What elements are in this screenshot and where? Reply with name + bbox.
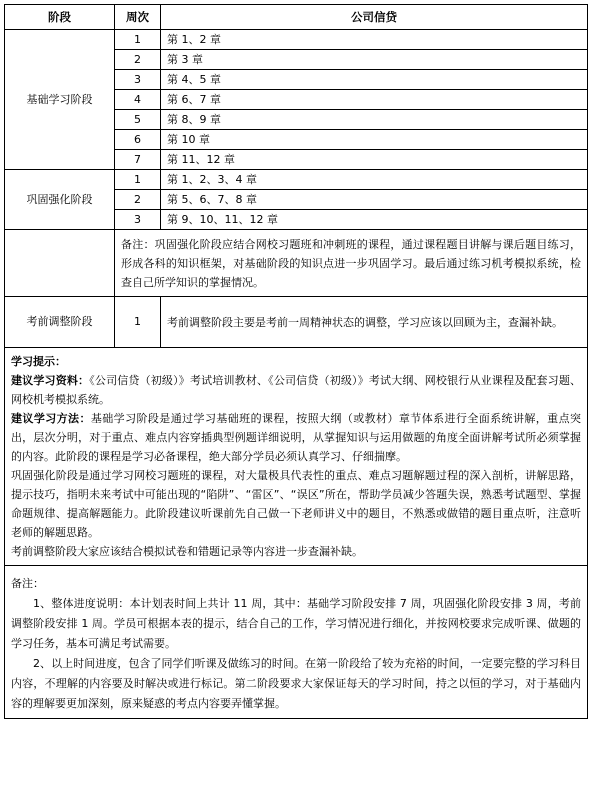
study-tips — [5, 348, 588, 566]
week-cell: 5 — [115, 110, 161, 130]
week-cell: 2 — [115, 190, 161, 210]
tips-para2: 巩固强化阶段是通过学习网校习题班的课程，对大量极具代表性的重点、难点习题解题过程的深入剖析，讲解思路，提示技巧，指明未来考试中可能出现的“陷阱”、“雷区”、“误区”所在，帮助学员减少答题失误，熟悉考试题型、掌握命题规律、提高解题能力。此阶段建议听课前先自己做一下老师讲义中的题目，不熟悉或做错的题目重点听，注意听老师的解题思路。 — [11, 469, 581, 539]
week-cell: 3 — [115, 70, 161, 90]
materials-label: 建议学习资料： — [11, 374, 90, 387]
remarks-title: 备注： — [11, 577, 44, 590]
stage-consolidate-name: 巩固强化阶段 — [5, 170, 115, 230]
stage2-note: 备注：巩固强化阶段应结合网校习题班和冲刺班的课程，通过课程题目讲解与课后题目练习，形成各科的知识框架，对基础阶段的知识点进一步巩固学习。最后通过练习机考模拟系统，检查自己所学知识的掌握情况。 — [115, 230, 588, 297]
study-plan-table — [4, 4, 588, 719]
table-row — [5, 30, 588, 50]
week-cell: 1 — [115, 170, 161, 190]
remarks-item2: 2、以上时间进度，包含了同学们听课及做练习的时间。在第一阶段给了较为充裕的时间，一定要完整的学习科目内容，不理解的内容要及时解决或进行标记。第二阶段要求大家保证每天的学习时间，持之以恒的学习，对于基础内容的理解要更加深刻，原来疑惑的考点内容要弄懂掌握。 — [11, 657, 581, 710]
materials-text: 《公司信贷（初级）》考试培训教材、《公司信贷（初级）》考试大纲、网校银行从业课程及配套习题、网校机考模拟系统。 — [11, 374, 582, 406]
week-cell: 3 — [115, 210, 161, 230]
chapters-cell: 第 6、7 章 — [161, 90, 588, 110]
chapters-cell: 第 1、2 章 — [161, 30, 588, 50]
week-cell: 1 — [115, 30, 161, 50]
chapters-cell: 第 10 章 — [161, 130, 588, 150]
week-cell: 7 — [115, 150, 161, 170]
table-row — [5, 348, 588, 566]
chapters-cell: 第 5、6、7、8 章 — [161, 190, 588, 210]
tips-method — [11, 409, 581, 466]
chapters-cell: 第 1、2、3、4 章 — [161, 170, 588, 190]
method-label: 建议学习方法： — [11, 412, 91, 425]
method-text: 基础学习阶段是通过学习基础班的课程，按照大纲（或教材）章节体系进行全面系统讲解，重点突出，层次分明，对于重点、难点内容穿插典型例题详细说明，从掌握知识与运用做题的角度全面讲解考试所必须掌握的内容。此阶段的课程是学习必备课程，绝大部分学员必须认真学习、仔细揣摩。 — [11, 412, 581, 463]
chapters-cell: 第 3 章 — [161, 50, 588, 70]
table-row — [5, 297, 588, 348]
week-cell: 2 — [115, 50, 161, 70]
chapters-cell: 第 4、5 章 — [161, 70, 588, 90]
header-book: 公司信贷 — [161, 5, 588, 30]
table-header-row — [5, 5, 588, 30]
week-cell: 4 — [115, 90, 161, 110]
chapters-cell: 第 11、12 章 — [161, 150, 588, 170]
table-row — [5, 170, 588, 190]
week-cell: 1 — [115, 297, 161, 348]
stage3-desc: 考前调整阶段主要是考前一周精神状态的调整，学习应该以回顾为主，查漏补缺。 — [161, 297, 588, 348]
remarks — [5, 566, 588, 719]
stage-basic-name: 基础学习阶段 — [5, 30, 115, 170]
header-week: 周次 — [115, 5, 161, 30]
stage-final-name: 考前调整阶段 — [5, 297, 115, 348]
table-row — [5, 566, 588, 719]
empty-cell — [5, 230, 115, 297]
chapters-cell: 第 9、10、11、12 章 — [161, 210, 588, 230]
remarks-item1: 1、整体进度说明：本计划表时间上共计 11 周，其中：基础学习阶段安排 7 周，巩固强化阶段安排 3 周，考前调整阶段安排 1 周。学员可根据本表的提示，结合自己的工作，学习情况进行细化，并按网校要求完成听课、做题的学习任务，基本可满足考试需要。 — [11, 597, 581, 650]
week-cell: 6 — [115, 130, 161, 150]
chapters-cell: 第 8、9 章 — [161, 110, 588, 130]
header-stage: 阶段 — [5, 5, 115, 30]
tips-materials — [11, 371, 581, 409]
table-row — [5, 230, 588, 297]
tips-para3: 考前调整阶段大家应该结合模拟试卷和错题记录等内容进一步查漏补缺。 — [11, 545, 363, 558]
tips-title: 学习提示： — [11, 355, 66, 368]
